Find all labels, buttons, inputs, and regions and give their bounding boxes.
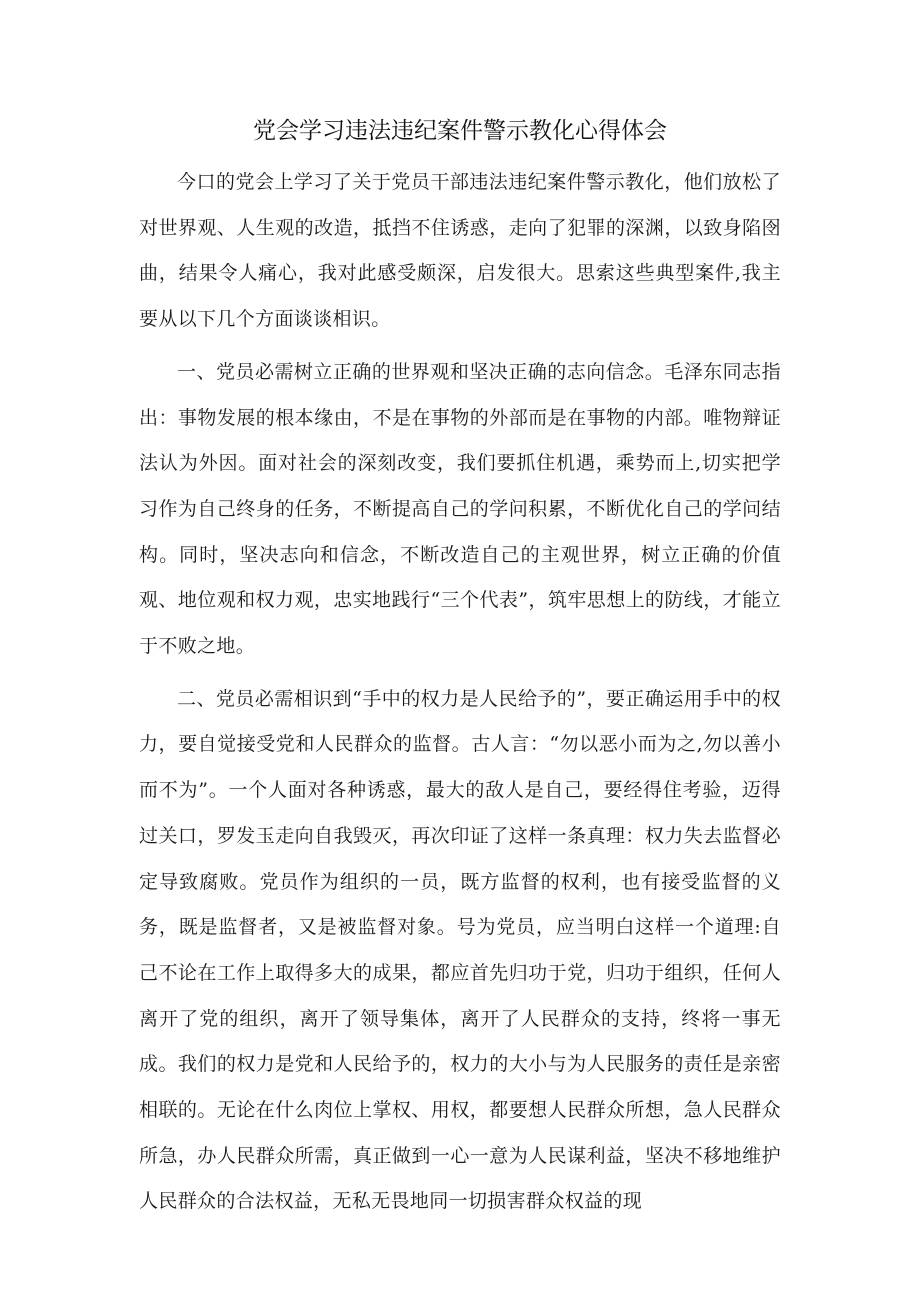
- document-body: [139, 160, 781, 1232]
- paragraph-intro: 今口的党会上学习了关于党员干部违法违纪案件警示教化，他们放松了对世界观、人生观的改造，抵挡不住诱惑，走向了犯罪的深渊，以致身陷囹曲，结果令人痛心，我对此感受颇深，启发很大。思索这些典型案件,我主要从以下几个方面谈谈相识。: [139, 171, 781, 331]
- paragraph-section-one: 一、党员必需树立正确的世界观和坚决正确的志向信念。毛泽东同志指出：事物发展的根本缘由，不是在事物的外部而是在事物的内部。唯物辩证法认为外因。面对社会的深刻改变，我们要抓住机遇，乘势而上,切实把学习作为自己终身的任务，不断提高自己的学问积累，不断优化自己的学问结构。同时，坚决志向和信念，不断改造自己的主观世界，树立正确的价值观、地位观和权力观，忠实地践行“三个代表”，筑牢思想上的防线，才能立于不败之地。: [139, 360, 781, 658]
- paragraph-section-two: 二、党员必需相识到“手中的权力是人民给予的”，要正确运用手中的权力，要自觉接受党和人民群众的监督。古人言：“勿以恶小而为之,勿以善小而不为”。一个人面对各种诱惑，最大的敌人是自己，要经得住考验，迈得过关口，罗发玉走向自我毁灭，再次印证了这样一条真理：权力失去监督必定导致腐败。党员作为组织的一员，既方监督的权利，也有接受监督的义务，既是监督者，又是被监督对象。号为党员，应当明白这样一个道理:自己不论在工作上取得多大的成果，都应首先归功于党，归功于组织，任何人离开了党的组织，离开了领导集体，离开了人民群众的支持，终将一事无成。我们的权力是党和人民给予的，权力的大小与为人民服务的责任是亲密相联的。无论在什么肉位上掌权、用权，都要想人民群众所想，急人民群众所急，办人民群众所需，真正做到一心一意为人民谋利益，坚决不移地维护人民群众的合法权益，无私无畏地同一切损害群众权益的现: [139, 687, 781, 1213]
- document-title: 党会学习违法违纪案件警示教化心得体会: [253, 118, 667, 144]
